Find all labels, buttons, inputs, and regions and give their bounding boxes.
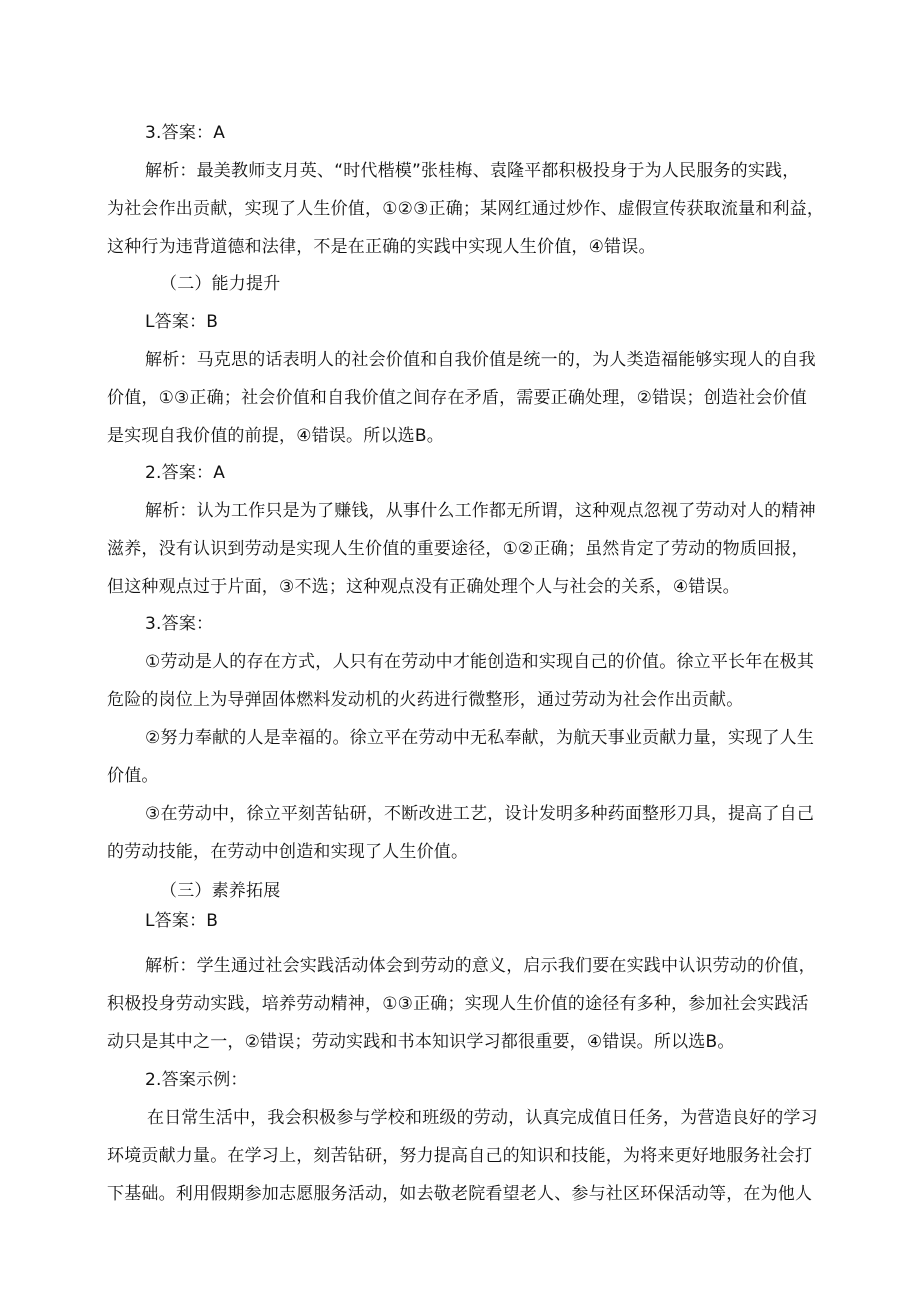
analysis-line: 为社会作出贡献，实现了人生价值，①②③正确；某网红通过炒作、虚假宣传获取流量和利益， — [107, 199, 825, 219]
analysis-line: 滋养，没有认识到劳动是实现人生价值的重要途径，①②正确；虽然肯定了劳动的物质回报， — [107, 539, 809, 559]
analysis-line: 价值，①③正确；社会价值和自我价值之间存在矛盾，需要正确处理，②错误；创造社会价值 — [107, 388, 807, 408]
answer-point-line: 的劳动技能，在劳动中创造和实现了人生价值。 — [107, 842, 469, 862]
section-heading-literacy: （三）素养拓展 — [160, 881, 281, 901]
answer-point-line: ②努力奉献的人是幸福的。徐立平在劳动中无私奉献，为航天事业贡献力量，实现了人生 — [145, 728, 815, 748]
analysis-line: 解析：认为工作只是为了赚钱，从事什么工作都无所谓，这种观点忽视了劳动对人的精神 — [145, 501, 816, 521]
answer-heading-q2: 2.答案示例： — [145, 1070, 248, 1090]
answer-point-line: ③在劳动中，徐立平刻苦钻研，不断改进工艺，设计发明多种药面整形刀具，提高了自己 — [145, 804, 815, 824]
example-line: 下基础。利用假期参加志愿服务活动，如去敬老院看望老人、参与社区环保活动等，在为他人 — [107, 1184, 813, 1204]
analysis-line: 积极投身劳动实践，培养劳动精神，①③正确；实现人生价值的途径有多种，参加社会实践活 — [107, 994, 809, 1014]
answer-point-line: 价值。 — [107, 766, 159, 786]
example-line: 环境贡献力量。在学习上，刻苦钻研，努力提高自己的知识和技能，为将来更好地服务社会打 — [107, 1146, 813, 1166]
example-line: 在日常生活中，我会积极参与学校和班级的劳动，认真完成值日任务，为营造良好的学习 — [147, 1108, 818, 1128]
answer-heading-q3: 3.答案：A — [145, 123, 226, 143]
answer-point-line: 危险的岗位上为导弹固体燃料发动机的火药进行微整形，通过劳动为社会作出贡献。 — [107, 690, 744, 710]
analysis-line: 是实现自我价值的前提，④错误。所以选B。 — [107, 426, 444, 446]
answer-heading-q3: 3.答案： — [145, 614, 214, 634]
answer-heading-q1: L答案：B — [145, 312, 219, 332]
analysis-line: 这种行为违背道德和法律，不是在正确的实践中实现人生价值，④错误。 — [107, 237, 656, 257]
analysis-line: 解析：马克思的话表明人的社会价值和自我价值是统一的，为人类造福能够实现人的自我 — [145, 350, 816, 370]
answer-heading-q1: L答案：B — [145, 911, 219, 931]
answer-point-line: ①劳动是人的存在方式，人只有在劳动中才能创造和实现自己的价值。徐立平长年在极其 — [145, 652, 815, 672]
analysis-line: 动只是其中之一，②错误；劳动实践和书本知识学习都很重要，④错误。所以选B。 — [107, 1032, 735, 1052]
analysis-line: 但这种观点过于片面，③不选；这种观点没有正确处理个人与社会的关系，④错误。 — [107, 577, 740, 597]
answer-heading-q2: 2.答案：A — [145, 463, 226, 483]
section-heading-ability: （二）能力提升 — [160, 274, 281, 294]
analysis-line: 解析：学生通过社会实践活动体会到劳动的意义，启示我们要在实践中认识劳动的价值， — [145, 956, 816, 976]
analysis-line: 解析：最美教师支月英、“时代楷模”张桂梅、袁隆平都积极投身于为人民服务的实践， — [145, 161, 800, 181]
